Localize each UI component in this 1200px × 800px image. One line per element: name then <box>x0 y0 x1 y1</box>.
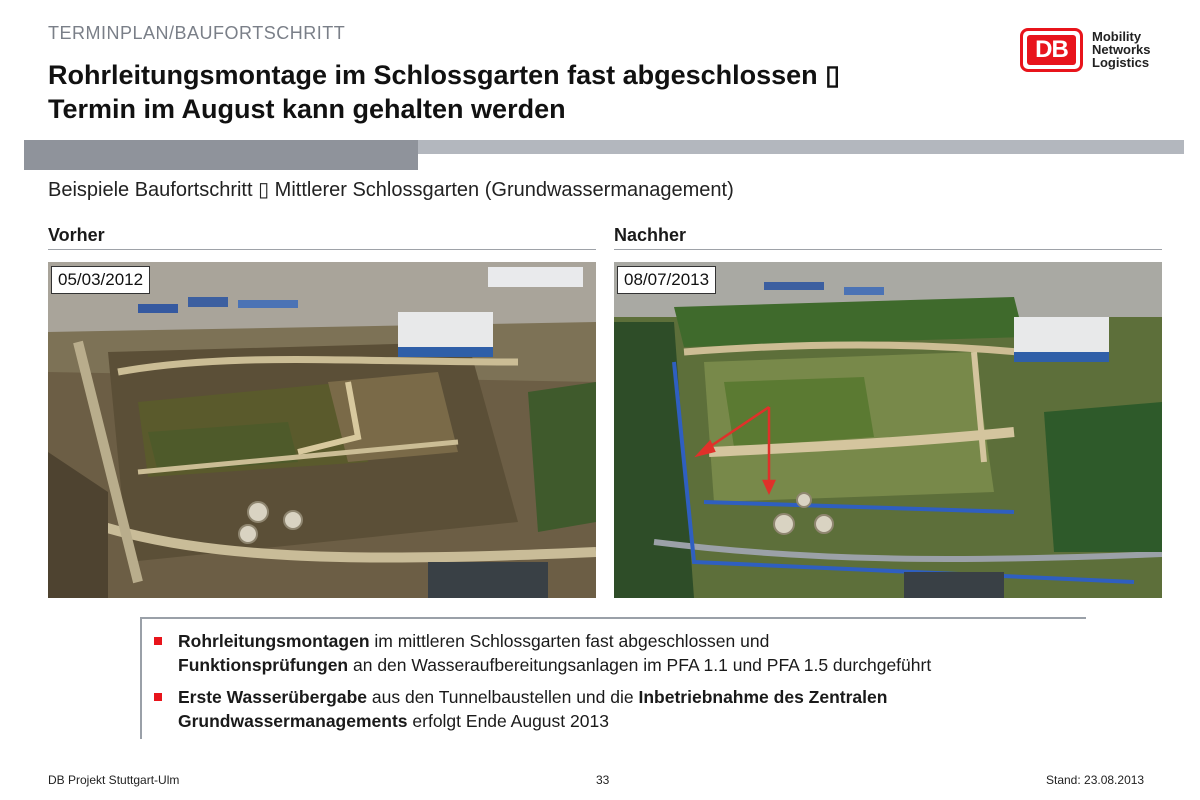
logo-tagline-line-1: Mobility <box>1092 29 1142 44</box>
bullet-1-text-1: im mittleren Schlossgarten fast abgeschlossen und <box>369 631 770 651</box>
slide-title <box>48 58 948 126</box>
bullet-item <box>154 629 1074 677</box>
slide-title-line-2: Termin im August kann gehalten werden <box>48 94 566 124</box>
footer-page-number: 33 <box>596 773 610 787</box>
after-label-rule <box>614 249 1162 250</box>
bullet-2-text-1: aus den Tunnelbaustellen und die <box>367 687 639 707</box>
before-label: Vorher <box>48 225 105 245</box>
bullet-1-bold-1: Rohrleitungsmontagen <box>178 631 370 651</box>
logo-tagline-line-3: Logistics <box>1092 55 1150 70</box>
bullet-marker <box>154 693 162 701</box>
bullet-marker <box>154 637 162 645</box>
db-logo <box>1020 28 1170 76</box>
after-aerial-photo <box>614 262 1162 598</box>
before-label-rule <box>48 249 596 250</box>
bullet-1-text-2: an den Wasseraufbereitungsanlagen im PFA 1.1 und PFA 1.5 durchgeführt <box>348 655 932 675</box>
db-logo-letters: DB <box>1027 35 1076 65</box>
bullet-2-bold-1: Erste Wasserübergabe <box>178 687 368 707</box>
slide-title-line-1: Rohrleitungsmontage im Schlossgarten fast abgeschlossen ▯ <box>48 60 841 90</box>
bullet-2-text-2: erfolgt Ende August 2013 <box>407 711 609 731</box>
header-bar-dark <box>24 140 418 170</box>
db-logo-tagline <box>1092 30 1172 69</box>
section-kicker: TERMINPLAN/BAUFORTSCHRITT <box>48 23 346 43</box>
after-label: Nachher <box>614 225 687 245</box>
bullet-2-bold-2: Inbetriebnahme des Zentralen <box>638 687 888 707</box>
bullet-2-bold-3: Grundwassermanagements <box>178 711 408 731</box>
db-logo-mark <box>1020 28 1083 72</box>
after-date-stamp: 08/07/2013 <box>617 266 716 294</box>
before-date-stamp: 05/03/2012 <box>51 266 150 294</box>
slide-subtitle: Beispiele Baufortschritt ▯ Mittlerer Schlossgarten (Grundwassermanagement) <box>48 179 734 201</box>
bullet-1-bold-2: Funktionsprüfungen <box>178 655 349 675</box>
logo-tagline-line-2: Networks <box>1092 42 1151 57</box>
footer-date: Stand: 23.08.2013 <box>1046 773 1145 787</box>
header-bar-light <box>418 140 1184 154</box>
summary-box <box>140 617 1086 739</box>
bullet-item <box>154 685 1074 733</box>
footer-project: DB Projekt Stuttgart-Ulm <box>48 773 180 787</box>
before-aerial-photo <box>48 262 596 598</box>
